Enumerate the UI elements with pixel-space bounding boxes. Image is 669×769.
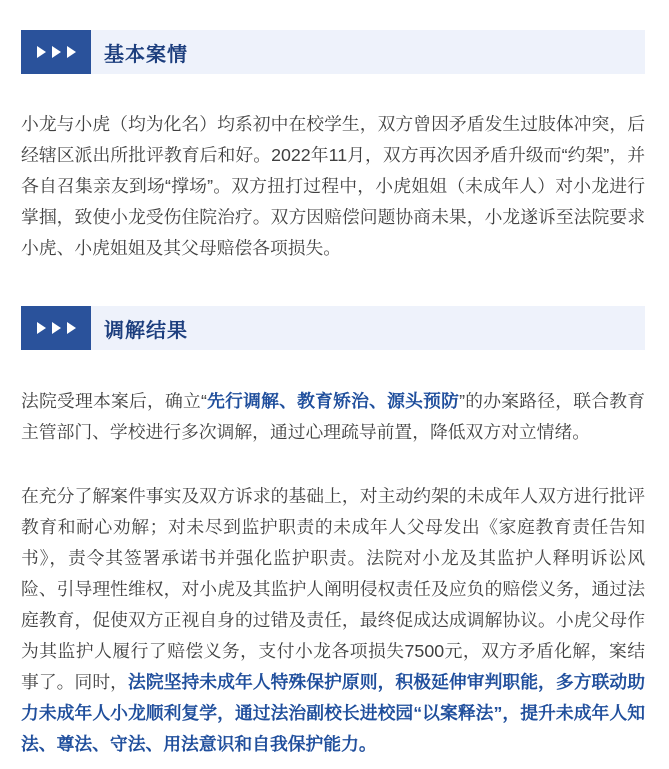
- triple-arrow-icon: [21, 30, 91, 74]
- text-segment: 法院受理本案后，确立“: [21, 391, 207, 411]
- text-segment: ”的办案路径，联合教育主管部门、学校进行多次调解，通过心理疏导前置，降低双方对立情绪。: [21, 391, 645, 442]
- arrow-right-icon: [52, 46, 61, 58]
- triple-arrow-icon: [21, 306, 91, 350]
- section-mediation-result: [21, 306, 645, 760]
- section-basic-facts: [21, 30, 645, 264]
- paragraph: [21, 481, 645, 760]
- arrow-right-icon: [67, 46, 76, 58]
- arrow-right-icon: [37, 322, 46, 334]
- text-segment: 在充分了解案件事实及双方诉求的基础上，对主动约架的未成年人双方进行批评教育和耐心劝解；对未尽到监护职责的未成年人父母发出《家庭教育责任告知书》，责令其签署承诺书并强化监护职责。法院对小龙及其监护人释明诉讼风险、引导理性维权，对小虎及其监护人阐明侵权责任及应负的赔偿义务，通过法庭教育，促使双方正视自身的过错及责任，最终促成达成调解协议。小虎父母作为其监护人履行了赔偿义务，支付小龙各项损失7500元，双方矛盾化解，案结事了。同时，: [21, 486, 645, 692]
- section-header: [21, 306, 645, 350]
- section-header: [21, 30, 645, 74]
- arrow-right-icon: [67, 322, 76, 334]
- paragraph: [21, 109, 645, 264]
- highlight-text: 先行调解、教育矫治、源头预防: [206, 391, 460, 411]
- section-title: 基本案情: [104, 43, 188, 66]
- paragraph: [21, 386, 645, 448]
- highlight-text: 法院坚持未成年人特殊保护原则，积极延伸审判职能，多方联动助力未成年人小龙顺利复学，通过法治副校长进校园“以案释法”，提升未成年人知法、尊法、守法、用法意识和自我保护能力。: [21, 672, 645, 754]
- section-title: 调解结果: [104, 319, 188, 342]
- arrow-right-icon: [52, 322, 61, 334]
- arrow-right-icon: [37, 46, 46, 58]
- text-segment: 小龙与小虎（均为化名）均系初中在校学生，双方曾因矛盾发生过肢体冲突，后经辖区派出所批评教育后和好。2022年11月，双方再次因矛盾升级而“约架”，并各自召集亲友到场“撑场”。双方扭打过程中，小虎姐姐（未成年人）对小龙进行掌掴，致使小龙受伤住院治疗。双方因赔偿问题协商未果，小龙遂诉至法院要求小虎、小虎姐姐及其父母赔偿各项损失。: [21, 114, 645, 258]
